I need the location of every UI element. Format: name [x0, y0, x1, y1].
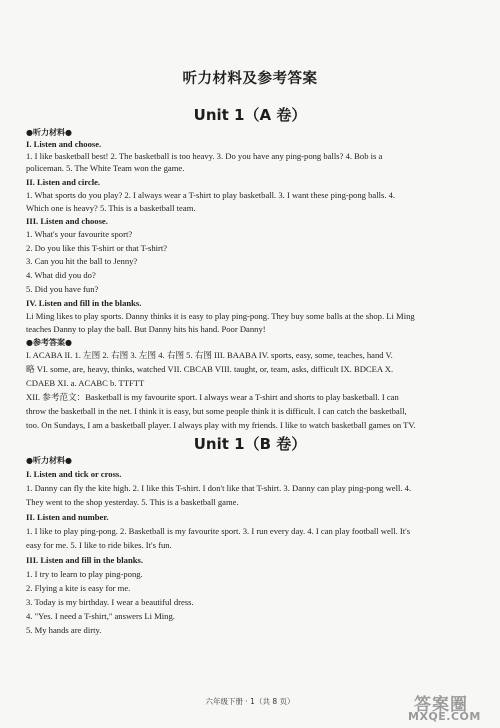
- unit-a-section-1-line: policeman. 5. The White Team won the game.: [26, 163, 185, 173]
- unit-b-section-3-line: 1. I try to learn to play ping-pong.: [26, 569, 143, 579]
- unit-a-section-4-line: Li Ming likes to play sports. Danny thinks it is easy to play ping-pong. They buy some balls at the shop. Li Ming: [26, 311, 415, 321]
- watermark-text: 答案圈: [414, 695, 468, 715]
- unit-b-section-2-line: 1. I like to play ping-pong. 2. Basketball is my favourite sport. 3. I run every day. 4. I can play football well. It's: [26, 526, 411, 536]
- unit-b-title: Unit 1（B 卷）: [193, 435, 307, 453]
- unit-a-section-3-title: III. Listen and choose.: [26, 216, 108, 226]
- unit-a-answers-marker: ●参考答案●: [26, 338, 72, 347]
- unit-a-section-3-line: 2. Do you like this T-shirt or that T-shirt?: [26, 243, 168, 253]
- unit-a-answer-line: too. On Sundays, I am a basketball player. I always play with my friends. I like to watch basketball games on TV.: [26, 420, 416, 430]
- unit-b-section-2-title: II. Listen and number.: [26, 512, 109, 522]
- unit-a-section-2-line: 1. What sports do you play? 2. I always wear a T-shirt to play basketball. 3. I want these ping-pong balls. 4.: [26, 190, 396, 200]
- unit-a-section-4-title: IV. Listen and fill in the blanks.: [26, 298, 142, 308]
- unit-a-title: Unit 1（A 卷）: [193, 106, 307, 124]
- unit-a-listening-marker: ●听力材料●: [26, 128, 72, 137]
- unit-a-answer-line: throw the basketball in the net. I think it is easy, but some people think it is difficult. I can catch the basketball,: [26, 406, 407, 416]
- unit-a-section-3-line: 3. Can you hit the ball to Jenny?: [26, 256, 138, 266]
- unit-a-section-4-line: teaches Danny to play the ball. But Danny hits his hand. Poor Danny!: [26, 324, 266, 334]
- unit-a-section-1-line: 1. I like basketball best! 2. The basketball is too heavy. 3. Do you have any ping-pong balls? 4. Bob is a: [26, 151, 383, 161]
- unit-b-section-1-line: 1. Danny can fly the kite high. 2. I like this T-shirt. I don't like that T-shirt. 3. Danny can play ping-pong well. 4.: [26, 483, 412, 493]
- watermark-logo: [404, 690, 492, 724]
- unit-a-answer-line: CDAEB XI. a. ACABC b. TTFTT: [26, 378, 145, 388]
- unit-a-answer-line: XII. 参考范文：Basketball is my favourite sport. I always wear a T-shirt and shorts to play basketball. I can: [26, 392, 399, 402]
- page-title: 听力材料及参考答案: [182, 71, 318, 87]
- unit-b-section-2-line: easy for me. 5. I like to ride bikes. It's fun.: [26, 540, 172, 550]
- unit-a-section-2-title: II. Listen and circle.: [26, 177, 101, 187]
- unit-b-section-3-line: 3. Today is my birthday. I wear a beautiful dress.: [26, 597, 194, 607]
- unit-b-section-3-title: III. Listen and fill in the blanks.: [26, 555, 144, 565]
- unit-b-section-1-line: They went to the shop yesterday. 5. This is a basketball game.: [26, 497, 239, 507]
- unit-b-section-3-line: 4. "Yes. I need a T-shirt," answers Li Ming.: [26, 611, 175, 621]
- unit-a-answer-line: I. ACABA II. 1. 左图 2. 右图 3. 左图 4. 右图 5. 右图 III. BAABA IV. sports, easy, some, teaches, hand V.: [26, 350, 393, 360]
- unit-a-section-3-line: 1. What's your favourite sport?: [26, 229, 133, 239]
- unit-b-section-1-title: I. Listen and tick or cross.: [26, 469, 122, 479]
- unit-b-section-3-line: 5. My hands are dirty.: [26, 625, 102, 635]
- unit-a-section-3-line: 5. Did you have fun?: [26, 284, 99, 294]
- unit-b-listening-marker: ●听力材料●: [26, 456, 72, 465]
- unit-a-section-2-line: Which one is heavy? 5. This is a basketball team.: [26, 203, 196, 213]
- unit-a-section-1-title: I. Listen and choose.: [26, 139, 102, 149]
- unit-b-section-3-line: 2. Flying a kite is easy for me.: [26, 583, 131, 593]
- unit-a-section-3-line: 4. What did you do?: [26, 270, 96, 280]
- unit-a-answer-line: 略 VI. some, are, heavy, thinks, watched VII. CBCAB VIII. taught, or, team, asks, difficult IX. BDCEA X.: [26, 364, 394, 374]
- watermark-url: MXQE.COM: [408, 710, 481, 723]
- page-footer: 六年级下册 · 1（共 8 页）: [205, 697, 295, 706]
